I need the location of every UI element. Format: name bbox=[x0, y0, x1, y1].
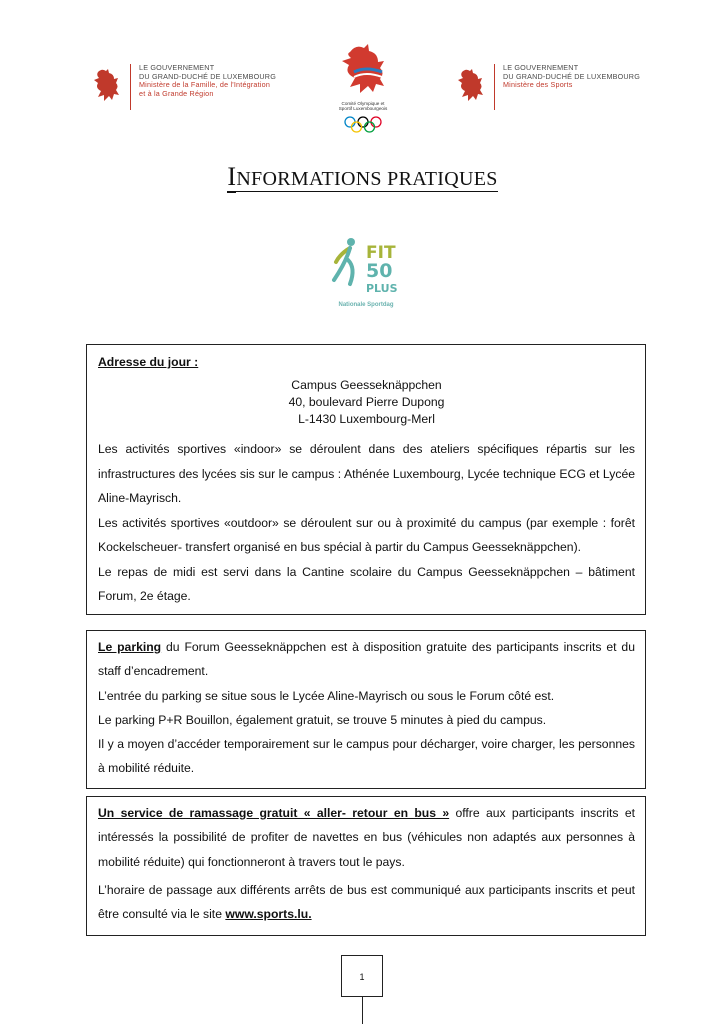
indoor-paragraph: Les activités sportives «indoor» se déroulent dans des ateliers spécifiques répartis sur les infrastructures des lycées sis sur le campus : Athénée Luxembourg, Lycée technique ECG et Lycée Aline-Mayrisch. bbox=[98, 442, 635, 505]
logo-separator bbox=[494, 64, 495, 110]
address-box bbox=[86, 344, 646, 615]
cosl-lion-icon bbox=[336, 42, 390, 96]
gov-logo-family bbox=[92, 64, 276, 114]
page-number-connector bbox=[362, 997, 363, 1024]
fit50plus-logo bbox=[326, 236, 406, 312]
title-initial: I bbox=[227, 162, 237, 191]
fit-text: FIT bbox=[366, 243, 396, 263]
olympic-rings-icon bbox=[343, 116, 383, 134]
ministry-line2: et à la Grande Région bbox=[139, 88, 214, 98]
cosl-logo bbox=[330, 42, 396, 134]
title-rest: NFORMATIONS PRATIQUES bbox=[236, 168, 498, 190]
parking-paragraph-1 bbox=[98, 635, 635, 684]
bus-lead: Un service de ramassage gratuit « aller- retour en bus » bbox=[98, 806, 450, 820]
address-heading: Adresse du jour : bbox=[98, 355, 199, 369]
bus-paragraph-1 bbox=[98, 801, 635, 874]
runner-icon bbox=[326, 236, 406, 302]
page-title bbox=[0, 162, 725, 192]
parking-paragraph-4: Il y a moyen d’accéder temporairement sur le campus pour décharger, voire charger, les personnes à mobilité réduite. bbox=[98, 737, 635, 776]
cosl-caption-2: Sportif Luxembourgeois bbox=[338, 106, 388, 112]
address-line1: Campus Geesseknäppchen bbox=[291, 378, 442, 392]
red-lion-icon bbox=[92, 66, 122, 106]
logo-separator bbox=[130, 64, 131, 110]
address-line2: 40, boulevard Pierre Dupong bbox=[288, 395, 445, 409]
gov-logo-sports bbox=[456, 64, 640, 114]
parking-box bbox=[86, 630, 646, 789]
lunch-paragraph: Le repas de midi est servi dans la Cantine scolaire du Campus Geesseknäppchen – bâtiment Forum, 2e étage. bbox=[98, 564, 635, 603]
gov-line1: LE GOUVERNEMENT bbox=[139, 63, 215, 72]
fit-subtitle: Nationale Sportdag bbox=[338, 302, 394, 308]
parking-text: du Forum Geesseknäppchen est à disposition gratuite des participants inscrits et du staff d’encadrement. bbox=[98, 640, 635, 679]
gov-line2: DU GRAND-DUCHÉ DE LUXEMBOURG bbox=[139, 71, 276, 81]
schedule-text: L’horaire de passage aux différents arrêts de bus est communiqué aux participants inscrits et peut être consulté via le site bbox=[98, 882, 635, 922]
sports-link[interactable]: www.sports.lu. bbox=[225, 907, 312, 922]
outdoor-paragraph: Les activités sportives «outdoor» se déroulent sur ou à proximité du campus (par exemple : forêt Kockelscheuer- transfert organisé en bus spécial à partir du Campus Geesseknäppchen). bbox=[98, 515, 635, 554]
bus-paragraph-2 bbox=[98, 878, 635, 927]
gov-line2: DU GRAND-DUCHÉ DE LUXEMBOURG bbox=[503, 71, 640, 81]
ministry-line1: Ministère de la Famille, de l'Intégration bbox=[139, 80, 271, 90]
parking-paragraph-2: L’entrée du parking se situe sous le Lycée Aline-Mayrisch ou sous le Forum côté est. bbox=[98, 688, 555, 703]
plus-text: PLUS bbox=[366, 282, 398, 295]
ministry-line1: Ministère des Sports bbox=[503, 80, 573, 90]
bus-service-box bbox=[86, 796, 646, 936]
bus-text: offre aux participants inscrits et intéressés la possibilité de profiter de navettes en bus (véhicules non adaptés aux personnes à mobilité réduite) qui fonctionneront à travers tout le pays. bbox=[98, 806, 635, 869]
fifty-text: 50 bbox=[366, 260, 393, 282]
page-number: 1 bbox=[341, 955, 383, 997]
address-line3: L-1430 Luxembourg-Merl bbox=[298, 412, 435, 426]
cosl-caption-1: Comité Olympique et bbox=[341, 101, 385, 106]
parking-lead: Le parking bbox=[98, 640, 162, 654]
gov-line1: LE GOUVERNEMENT bbox=[503, 63, 579, 72]
parking-paragraph-3: Le parking P+R Bouillon, également gratuit, se trouve 5 minutes à pied du campus. bbox=[98, 712, 547, 727]
red-lion-icon bbox=[456, 66, 486, 106]
